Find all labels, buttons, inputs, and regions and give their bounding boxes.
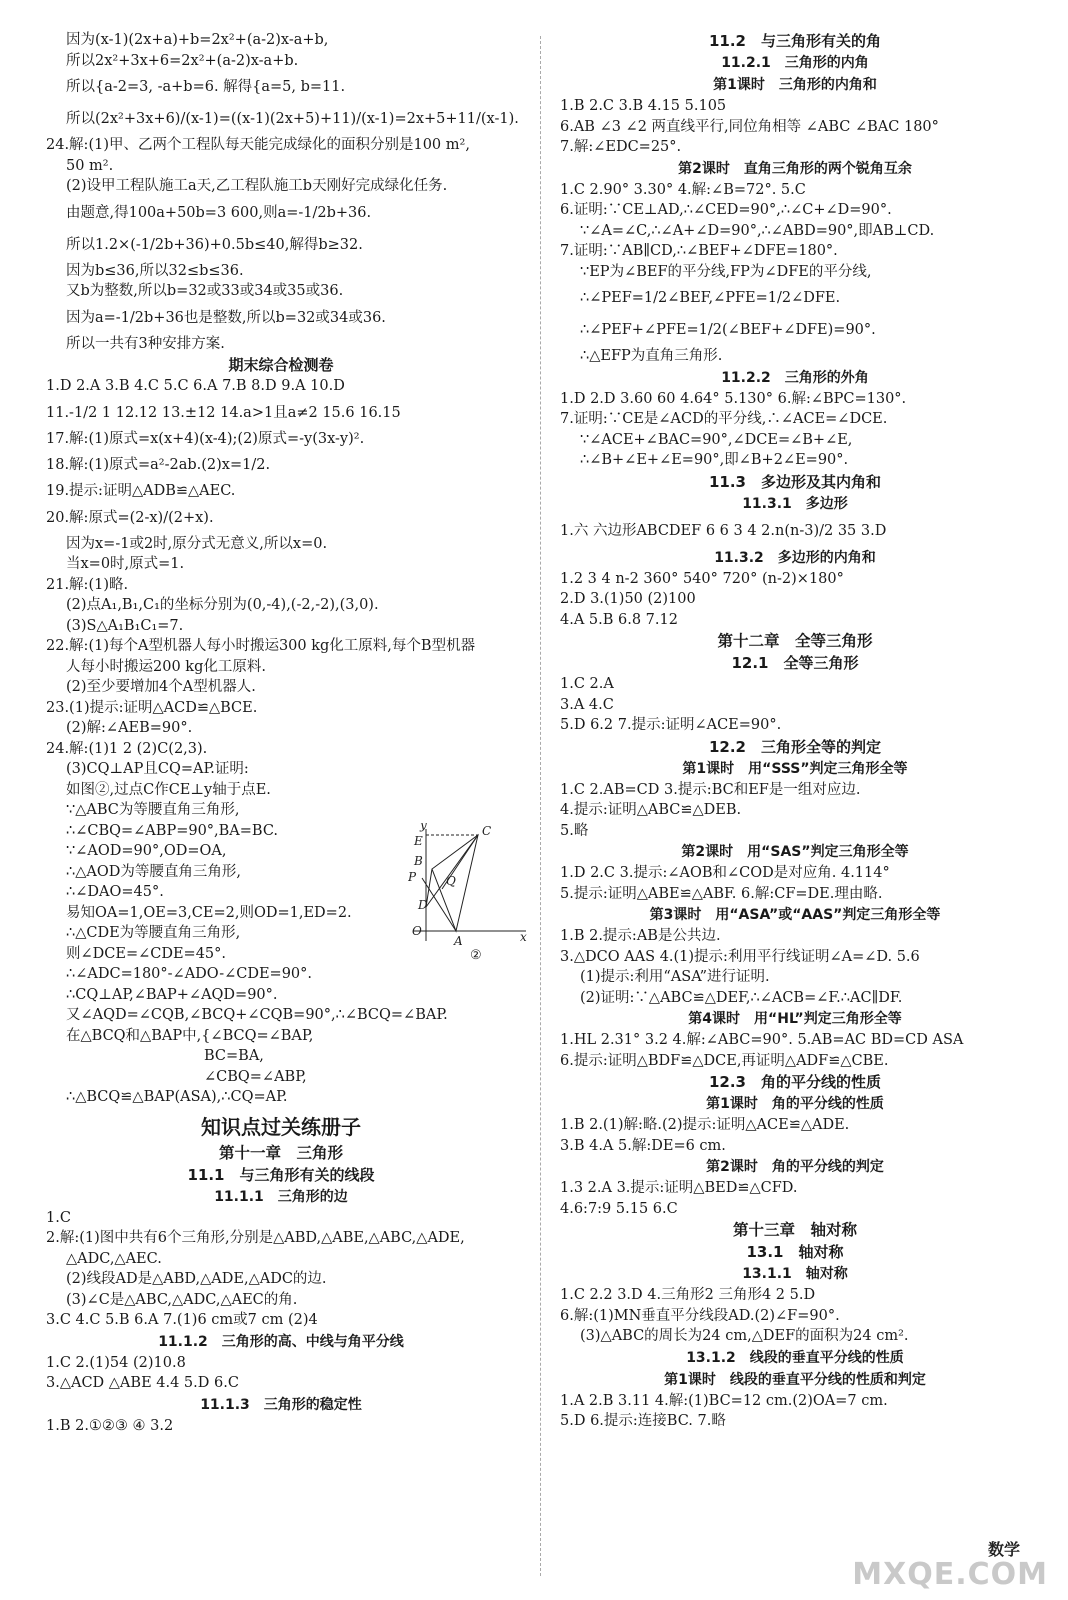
answer-line: 50 m². [66, 157, 114, 174]
answer-line: ∠CBQ=∠ABP, [204, 1068, 307, 1085]
answer-line: (2)解:∠AEB=90°. [66, 720, 193, 736]
section-heading: 11.2.2 三角形的外角 [721, 369, 869, 386]
answer-line: 又b为整数,所以b=32或33或34或35或36. [66, 283, 344, 299]
figure-label: B [414, 854, 423, 868]
section-heading: 第十二章 全等三角形 [717, 632, 873, 650]
section-heading: 11.2.1 三角形的内角 [721, 55, 869, 71]
answer-line: 如图②,过点C作CE⊥y轴于点E. [66, 781, 271, 798]
section-heading: 11.3 多边形及其内角和 [708, 472, 881, 491]
answer-line: 2.D 3.(1)50 (2)100 [560, 591, 696, 607]
answer-line: 1.D 2.A 3.B 4.C 5.C 6.A 7.B 8.D 9.A 10.D [46, 378, 345, 394]
answer-line: (1)提示:利用“ASA”进行证明. [580, 969, 770, 985]
answer-line: 6.证明:∵CE⊥AD,∴∠CED=90°,∴∠C+∠D=90°. [560, 202, 892, 218]
answer-line: ∴CQ⊥AP,∠BAP+∠AQD=90°. [66, 986, 278, 1003]
answer-line: ∴∠PEF+∠PFE=1/2(∠BEF+∠DFE)=90°. [580, 322, 876, 338]
figure-label: O [412, 924, 422, 938]
figure-label: D [418, 898, 428, 912]
answer-line: 23.(1)提示:证明△ACD≌△BCE. [46, 699, 258, 716]
answer-line: 1.C 2.90° 3.30° 4.解:∠B=72°. 5.C [560, 181, 806, 198]
section-heading: 第1课时 三角形的内角和 [713, 77, 877, 93]
answer-line: (3)CQ⊥AP且CQ=AP.证明: [66, 761, 249, 777]
answer-line: 3.B 4.A 5.解:DE=6 cm. [560, 1137, 726, 1154]
answer-line: 3.C 4.C 5.B 6.A 7.(1)6 cm或7 cm (2)4 [46, 1312, 318, 1328]
section-heading: 11.3.2 多边形的内角和 [714, 549, 876, 566]
left-column [46, 30, 519, 1436]
answer-line: 所以一共有3种安排方案. [66, 335, 225, 352]
answer-line: ∴△BCQ≌△BAP(ASA),∴CQ=AP. [66, 1089, 288, 1105]
answer-line: 21.解:(1)略. [46, 576, 129, 593]
section-heading: 第2课时 角的平分线的判定 [706, 1159, 884, 1175]
answer-line: 5.提示:证明△ABE≌△ABF. 6.解:CF=DE.理由略. [560, 885, 883, 902]
geometry-figure-2 [408, 823, 532, 965]
answer-line: 1.C 2.2 3.D 4.三角形2 三角形4 2 5.D [560, 1287, 816, 1303]
answer-line: (2)线段AD是△ABD,△ADE,△ADC的边. [66, 1271, 327, 1287]
answer-line: 6.提示:证明△BDF≌△DCE,再证明△ADF≌△CBE. [560, 1052, 889, 1069]
answer-line: 1.D 2.D 3.60 60 4.64° 5.130° 6.解:∠BPC=130°. [560, 390, 907, 407]
answer-line: ∴△CDE为等腰直角三角形, [66, 925, 241, 941]
section-heading: 第1课时 线段的垂直平分线的性质和判定 [664, 1371, 926, 1388]
section-heading: 第4课时 用“HL”判定三角形全等 [688, 1011, 902, 1027]
answer-line: 1.2 3 4 n-2 360° 540° 720° (n-2)×180° [560, 570, 844, 587]
section-heading: 12.3 角的平分线的性质 [708, 1073, 881, 1091]
answer-line: 1.C 2.(1)54 (2)10.8 [46, 1354, 186, 1371]
answer-line: 1.B 2.C 3.B 4.15 5.105 [560, 98, 727, 114]
section-heading: 第3课时 用“ASA”或“AAS”判定三角形全等 [649, 907, 941, 923]
answer-line: 11.-1/2 1 12.12 13.±12 14.a>1且a≠2 15.6 16.15 [46, 404, 401, 421]
figure-label: Q [446, 874, 456, 888]
answer-line: 1.A 2.B 3.11 4.解:(1)BC=12 cm.(2)OA=7 cm. [560, 1392, 888, 1409]
right-column [560, 30, 1030, 1432]
answer-line: 7.解:∠EDC=25°. [560, 139, 682, 155]
figure-label: x [520, 930, 527, 944]
figure-caption: ② [470, 948, 482, 963]
answer-line: 人每小时搬运200 kg化工原料. [66, 658, 266, 675]
section-heading: 12.1 全等三角形 [731, 654, 859, 672]
answer-line: ∵∠A=∠C,∴∠A+∠D=90°,∴∠ABD=90°,即AB⊥CD. [580, 222, 935, 239]
answer-line: 1.六 六边形ABCDEF 6 6 3 4 2.n(n-3)/2 35 3.D [560, 522, 887, 539]
answer-line: 7.证明:∵CE是∠ACD的平分线,∴∠ACE=∠DCE. [560, 411, 888, 427]
section-heading: 第1课时 用“SSS”判定三角形全等 [682, 760, 908, 777]
answer-line: 所以1.2×(-1/2b+36)+0.5b≤40,解得b≥32. [66, 236, 363, 253]
answer-line: 24.解:(1)甲、乙两个工程队每天能完成绿化的面积分别是100 m², [46, 137, 470, 153]
column-divider [540, 36, 541, 1576]
answer-line: 1.C 2.A [560, 676, 614, 692]
answer-line: 4.提示:证明△ABC≌△DEB. [560, 802, 742, 818]
answer-line: 1.HL 2.31° 3.2 4.解:∠ABC=90°. 5.AB=AC BD=CD ASA [560, 1032, 964, 1048]
answer-line: ∴△EFP为直角三角形. [580, 348, 723, 364]
answer-line: (2)设甲工程队施工a天,乙工程队施工b天刚好完成绿化任务. [66, 178, 448, 194]
section-heading: 11.2 与三角形有关的角 [708, 32, 881, 50]
section-heading: 第2课时 直角三角形的两个锐角互余 [678, 160, 912, 177]
section-heading: 11.1 与三角形有关的线段 [187, 1165, 375, 1184]
answer-line: 由题意,得100a+50b=3 600,则a=-1/2b+36. [66, 204, 372, 221]
answer-line: 3.A 4.C [560, 696, 614, 713]
answer-line: ∴∠PEF=1/2∠BEF,∠PFE=1/2∠DFE. [580, 290, 841, 306]
answer-line: ∴∠CBQ=∠ABP=90°,BA=BC. [66, 822, 279, 839]
answer-line: 1.B 2.①②③ ④ 3.2 [46, 1417, 174, 1434]
answer-line: 1.D 2.C 3.提示:∠AOB和∠COD是对应角. 4.114° [560, 865, 890, 881]
answer-line: 1.B 2.(1)解:略.(2)提示:证明△ACE≌△ADE. [560, 1117, 850, 1133]
answer-line: ∵∠AOD=90°,OD=OA, [66, 843, 227, 859]
figure-label: P [408, 870, 417, 884]
answer-line: 因为a=-1/2b+36也是整数,所以b=32或34或36. [66, 309, 386, 326]
answer-line: 易知OA=1,OE=3,CE=2,则OD=1,ED=2. [66, 904, 352, 921]
page-subject-label: 数学 [987, 1540, 1020, 1559]
answer-line: 7.证明:∵AB∥CD,∴∠BEF+∠DFE=180°. [560, 243, 838, 259]
section-heading: 第2课时 用“SAS”判定三角形全等 [681, 844, 909, 860]
section-heading: 13.1 轴对称 [746, 1243, 844, 1261]
answer-line: (3)△ABC的周长为24 cm,△DEF的面积为24 cm². [580, 1328, 909, 1344]
answer-line: (2)点A₁,B₁,C₁的坐标分别为(0,-4),(-2,-2),(3,0). [66, 597, 379, 613]
answer-line: (3)S△A₁B₁C₁=7. [66, 617, 184, 634]
figure-label: y [420, 823, 427, 832]
answer-line: 所以{a-2=3, -a+b=6. 解得{a=5, b=11. [66, 79, 346, 95]
answer-line: 1.C [46, 1209, 71, 1226]
section-heading: 12.2 三角形全等的判定 [708, 737, 881, 756]
section-heading: 第十三章 轴对称 [732, 1221, 857, 1239]
answer-line: (2)至少要增加4个A型机器人. [66, 679, 256, 695]
answer-line: 当x=0时,原式=1. [66, 556, 185, 572]
answer-line: △ADC,△AEC. [66, 1250, 162, 1267]
answer-line: 18.解:(1)原式=a²-2ab.(2)x=1/2. [46, 457, 271, 473]
answer-line: 因为b≤36,所以32≤b≤36. [66, 262, 244, 279]
section-heading: 11.1.1 三角形的边 [214, 1188, 348, 1205]
answer-line: ∴∠DAO=45°. [66, 884, 164, 900]
answer-line: 所以(2x²+3x+6)/(x-1)=((x-1)(2x+5)+11)/(x-1)=2x+5+11/(x-1). [66, 111, 519, 127]
answer-line: 1.C 2.AB=CD 3.提示:BC和EF是一组对应边. [560, 781, 861, 798]
answer-line: 1.B 2.提示:AB是公共边. [560, 928, 721, 944]
answer-line: 因为x=-1或2时,原分式无意义,所以x=0. [66, 535, 328, 552]
answer-line: 2.解:(1)图中共有6个三角形,分别是△ABD,△ABE,△ABC,△ADE, [46, 1230, 465, 1246]
answer-line: 所以2x²+3x+6=2x²+(a-2)x-a+b. [66, 52, 299, 69]
watermark: MXQE.COM [852, 1557, 1048, 1592]
answer-line: 20.解:原式=(2-x)/(2+x). [46, 509, 214, 526]
answer-line: 17.解:(1)原式=x(x+4)(x-4);(2)原式=-y(3x-y)². [46, 430, 365, 447]
figure-label: C [482, 824, 492, 838]
answer-line: ∵EP为∠BEF的平分线,FP为∠DFE的平分线, [580, 263, 872, 280]
answer-line: 22.解:(1)每个A型机器人每小时搬运300 kg化工原料,每个B型机器 [46, 638, 476, 654]
answer-line: 4.A 5.B 6.8 7.12 [560, 611, 678, 628]
section-heading: 11.1.2 三角形的高、中线与角平分线 [158, 1333, 404, 1350]
answer-line: BC=BA, [204, 1048, 264, 1064]
answer-line: ∴∠ADC=180°-∠ADO-∠CDE=90°. [66, 966, 313, 982]
answer-line: 3.△ACD △ABE 4.4 5.D 6.C [46, 1375, 239, 1391]
section-heading: 期末综合检测卷 [228, 356, 334, 374]
answer-line: 24.解:(1)1 2 (2)C(2,3). [46, 740, 208, 757]
answer-line: 4.6:7:9 5.15 6.C [560, 1200, 678, 1217]
section-heading: 第1课时 角的平分线的性质 [706, 1096, 884, 1112]
answer-line: (2)证明:∵△ABC≌△DEF,∴∠ACB=∠F.∴AC∥DF. [580, 989, 903, 1006]
section-heading: 知识点过关练册子 [201, 1114, 361, 1139]
section-heading: 11.3.1 多边形 [742, 495, 848, 512]
answer-line: ∵△ABC为等腰直角三角形, [66, 802, 240, 818]
answer-line: 1.3 2.A 3.提示:证明△BED≌△CFD. [560, 1180, 798, 1196]
answer-line: ∴△AOD为等腰直角三角形, [66, 863, 241, 880]
section-heading: 第十一章 三角形 [218, 1143, 343, 1162]
answer-line: 6.AB ∠3 ∠2 两直线平行,同位角相等 ∠ABC ∠BAC 180° [560, 118, 939, 135]
answer-line: 5.D 6.2 7.提示:证明∠ACE=90°. [560, 717, 782, 733]
figure-label: E [414, 834, 423, 848]
answer-line: 5.略 [560, 822, 589, 839]
answer-line: (3)∠C是△ABC,△ADC,△AEC的角. [66, 1291, 298, 1308]
answer-line: 在△BCQ和△BAP中,{∠BCQ=∠BAP, [66, 1027, 314, 1044]
section-heading: 13.1.1 轴对称 [742, 1266, 848, 1282]
answer-line: 5.D 6.提示:连接BC. 7.略 [560, 1413, 726, 1429]
section-heading: 13.1.2 线段的垂直平分线的性质 [686, 1349, 904, 1366]
section-heading: 11.1.3 三角形的稳定性 [200, 1396, 362, 1413]
figure-label: A [454, 934, 463, 948]
answer-line: 6.解:(1)MN垂直平分线段AD.(2)∠F=90°. [560, 1307, 840, 1324]
answer-line: 则∠DCE=∠CDE=45°. [66, 945, 227, 962]
answer-line: 3.△DCO AAS 4.(1)提示:利用平行线证明∠A=∠D. 5.6 [560, 948, 920, 965]
answer-line: ∴∠B+∠E+∠E=90°,即∠B+2∠E=90°. [580, 452, 849, 468]
answer-line: ∵∠ACE+∠BAC=90°,∠DCE=∠B+∠E, [580, 431, 853, 448]
answer-line: 因为(x-1)(2x+a)+b=2x²+(a-2)x-a+b, [66, 32, 329, 48]
answer-line: 19.提示:证明△ADB≌△AEC. [46, 483, 236, 499]
answer-line: 又∠AQD=∠CQB,∠BCQ+∠CQB=90°,∴∠BCQ=∠BAP. [66, 1007, 448, 1023]
